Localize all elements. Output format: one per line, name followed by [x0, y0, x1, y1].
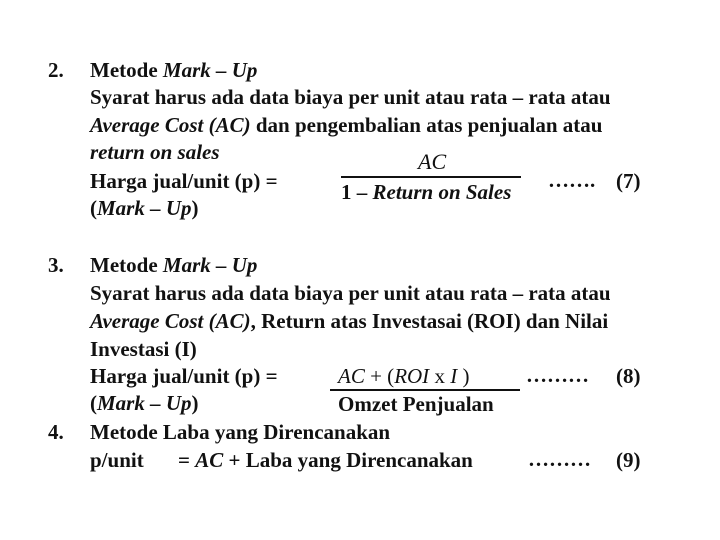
- formula-label-2: [90, 391, 199, 415]
- item-desc-line3: return on sales: [90, 140, 220, 164]
- fraction-numerator: AC: [418, 149, 447, 174]
- item-number: 4.: [48, 420, 64, 444]
- item-title: [90, 58, 257, 82]
- paren-open: (: [90, 391, 97, 415]
- formula-label-2: [90, 196, 199, 220]
- item-desc-line3: Investasi (I): [90, 337, 197, 361]
- numerator-roi: ROI: [394, 364, 430, 388]
- paren-close: ): [191, 196, 199, 220]
- item-desc-line1: Syarat harus ada data biaya per unit atau rata – rata atau: [90, 85, 611, 109]
- numerator-i: I: [450, 364, 458, 388]
- equation-number: (8): [616, 364, 641, 388]
- numerator-ac: AC: [338, 364, 365, 388]
- equation-number: (7): [616, 169, 641, 193]
- fraction-denominator: [341, 180, 511, 204]
- numerator-x: x: [429, 364, 451, 388]
- dots: …….: [548, 168, 596, 192]
- formula-label: Harga jual/unit (p) =: [90, 169, 278, 193]
- fraction-bar: [341, 176, 521, 178]
- item-desc-line1: Syarat harus ada data biaya per unit atau rata – rata atau: [90, 281, 611, 305]
- item-title: [90, 253, 257, 277]
- desc-italic: Average Cost (AC): [90, 113, 251, 137]
- label-italic: Mark – Up: [97, 391, 192, 415]
- desc-rest: , Return atas Investasai (ROI) dan Nilai: [250, 309, 609, 333]
- dots: ………: [526, 363, 589, 387]
- desc-rest: dan pengembalian atas penjualan atau: [250, 113, 603, 137]
- title-italic: Mark – Up: [162, 253, 258, 277]
- formula-eq: =: [178, 448, 196, 472]
- fraction-bar: [330, 389, 520, 391]
- formula-label: Harga jual/unit (p) =: [90, 364, 278, 388]
- denominator-italic: Return on Sales: [372, 180, 512, 204]
- title-italic: Mark – Up: [162, 58, 258, 82]
- numerator-end: ): [457, 364, 470, 388]
- numerator-mid: + (: [364, 364, 395, 388]
- item-number: 2.: [48, 58, 64, 82]
- dots: ………: [528, 447, 591, 471]
- formula-rest: + Laba yang Direncanakan: [223, 448, 473, 472]
- formula-label: p/unit: [90, 448, 144, 472]
- denominator-prefix: 1 –: [341, 180, 373, 204]
- item-title: Metode Laba yang Direncanakan: [90, 420, 391, 444]
- paren-close: ): [191, 391, 199, 415]
- title-prefix: Metode: [90, 58, 163, 82]
- paren-open: (: [90, 196, 97, 220]
- item-desc-line2: [90, 309, 608, 333]
- item-desc-line2: [90, 113, 602, 137]
- formula-expression: [178, 448, 473, 472]
- desc-italic: Average Cost (AC): [90, 309, 251, 333]
- label-italic: Mark – Up: [97, 196, 192, 220]
- formula-ac: AC: [195, 448, 224, 472]
- item-number: 3.: [48, 253, 64, 277]
- fraction-numerator: [338, 364, 469, 388]
- fraction-denominator: Omzet Penjualan: [338, 392, 494, 416]
- title-prefix: Metode: [90, 253, 163, 277]
- equation-number: (9): [616, 448, 641, 472]
